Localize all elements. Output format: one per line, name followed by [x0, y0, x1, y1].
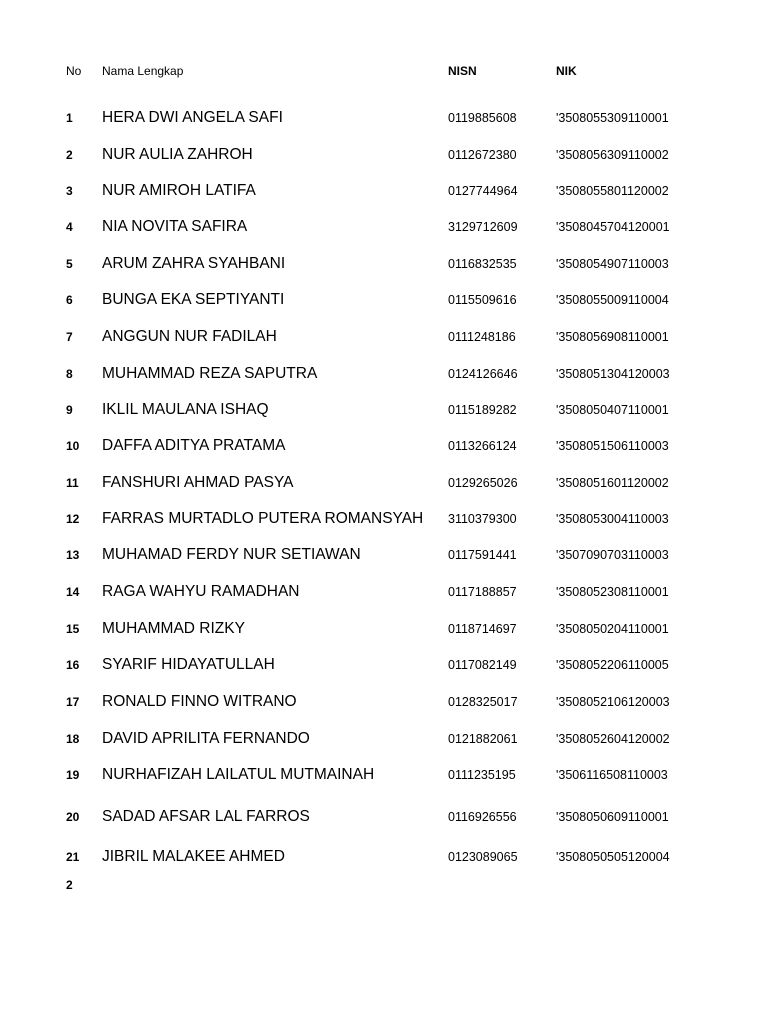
row-no: 18	[66, 732, 80, 746]
row-nisn: 0127744964	[448, 184, 518, 198]
table-row	[0, 544, 768, 566]
table-row	[0, 289, 768, 311]
row-name: MUHAMAD FERDY NUR SETIAWAN	[102, 546, 361, 563]
table-row	[0, 581, 768, 603]
table-row	[0, 326, 768, 348]
row-no: 9	[66, 403, 73, 417]
row-nik: '3508052106120003	[556, 695, 670, 709]
row-no: 4	[66, 220, 73, 234]
row-nik: '3508052206110005	[556, 658, 669, 672]
row-nik: '3508055801120002	[556, 184, 669, 198]
row-no: 3	[66, 184, 73, 198]
row-name: DAVID APRILITA FERNANDO	[102, 730, 310, 747]
row-no: 17	[66, 695, 80, 709]
row-no: 6	[66, 293, 73, 307]
row-no: 5	[66, 257, 73, 271]
row-nisn: 0121882061	[448, 732, 518, 746]
row-nik: '3508051506110003	[556, 439, 669, 453]
table-row	[0, 399, 768, 421]
row-nisn: 0117188857	[448, 585, 517, 599]
row-nisn: 0116926556	[448, 810, 517, 824]
table-row	[0, 363, 768, 385]
row-nisn: 0113266124	[448, 439, 517, 453]
table-row	[0, 180, 768, 202]
row-nisn: 0117082149	[448, 658, 517, 672]
row-name: RONALD FINNO WITRANO	[102, 693, 297, 710]
row-name: FANSHURI AHMAD PASYA	[102, 474, 294, 491]
row-nisn: 0124126646	[448, 367, 518, 381]
table-row	[0, 654, 768, 676]
row-name: NUR AMIROH LATIFA	[102, 182, 256, 199]
row-name: ARUM ZAHRA SYAHBANI	[102, 255, 286, 272]
table-row	[0, 764, 768, 786]
row-nisn: 0123089065	[448, 850, 518, 864]
row-name: SYARIF HIDAYATULLAH	[102, 656, 275, 673]
table-row	[0, 107, 768, 129]
row-nisn: 0119885608	[448, 111, 517, 125]
table-row	[0, 508, 768, 530]
row-name: JIBRIL MALAKEE AHMED	[102, 848, 285, 865]
page-number: 2	[66, 878, 73, 892]
row-nik: '3508051601120002	[556, 476, 669, 490]
row-nik: '3508054907110003	[556, 257, 669, 271]
row-nik: '3508045704120001	[556, 220, 670, 234]
row-no: 10	[66, 439, 80, 453]
row-nik: '3508056309110002	[556, 148, 669, 162]
row-nisn: 0117591441	[448, 548, 517, 562]
row-name: BUNGA EKA SEPTIYANTI	[102, 291, 285, 308]
row-nik: '3508055309110001	[556, 111, 669, 125]
row-nik: '3508055009110004	[556, 293, 669, 307]
row-name: FARRAS MURTADLO PUTERA ROMANSYAH	[102, 510, 424, 527]
row-name: HERA DWI ANGELA SAFI	[102, 109, 283, 126]
header-name: Nama Lengkap	[102, 64, 184, 78]
header-no: No	[66, 64, 82, 78]
row-nik: '3508056908110001	[556, 330, 669, 344]
row-nisn: 0116832535	[448, 257, 517, 271]
row-nisn: 0112672380	[448, 148, 517, 162]
row-no: 16	[66, 658, 80, 672]
row-name: SADAD AFSAR LAL FARROS	[102, 808, 310, 825]
row-no: 19	[66, 768, 80, 782]
row-name: NUR AULIA ZAHROH	[102, 146, 253, 163]
row-nik: '3508050407110001	[556, 403, 669, 417]
row-nisn: 3110379300	[448, 512, 517, 526]
table-row	[0, 728, 768, 750]
row-nik: '3508052308110001	[556, 585, 669, 599]
row-no: 7	[66, 330, 73, 344]
row-nik: '3506116508110003	[556, 768, 668, 782]
row-nik: '3508053004110003	[556, 512, 669, 526]
table-row	[0, 691, 768, 713]
row-name: MUHAMMAD RIZKY	[102, 620, 245, 637]
row-nisn: 0115189282	[448, 403, 517, 417]
row-nik: '3508052604120002	[556, 732, 670, 746]
row-nisn: 0111248186	[448, 330, 516, 344]
row-nisn: 0115509616	[448, 293, 517, 307]
row-nik: '3508051304120003	[556, 367, 670, 381]
row-no: 12	[66, 512, 80, 526]
row-no: 8	[66, 367, 73, 381]
table-row	[0, 618, 768, 640]
row-name: RAGA WAHYU RAMADHAN	[102, 583, 300, 600]
row-nik: '3508050204110001	[556, 622, 669, 636]
row-name: NURHAFIZAH LAILATUL MUTMAINAH	[102, 766, 375, 783]
table-row	[0, 846, 768, 868]
table-row	[0, 216, 768, 238]
row-no: 13	[66, 548, 80, 562]
table-row	[0, 253, 768, 275]
header-nik: NIK	[556, 64, 577, 78]
row-name: ANGGUN NUR FADILAH	[102, 328, 277, 345]
row-no: 1	[66, 111, 73, 125]
row-nisn: 0128325017	[448, 695, 518, 709]
table-row	[0, 472, 768, 494]
table-row	[0, 806, 768, 828]
row-nik: '3508050609110001	[556, 810, 669, 824]
row-name: IKLIL MAULANA ISHAQ	[102, 401, 269, 418]
row-no: 11	[66, 476, 79, 490]
row-nisn: 0111235195	[448, 768, 516, 782]
header-nisn: NISN	[448, 64, 477, 78]
row-nik: '3508050505120004	[556, 850, 670, 864]
row-nisn: 0118714697	[448, 622, 517, 636]
row-name: NIA NOVITA SAFIRA	[102, 218, 248, 235]
row-no: 15	[66, 622, 80, 636]
row-no: 20	[66, 810, 80, 824]
row-nik: '3507090703110003	[556, 548, 669, 562]
table-row	[0, 435, 768, 457]
table-row	[0, 144, 768, 166]
row-no: 2	[66, 148, 73, 162]
row-name: MUHAMMAD REZA SAPUTRA	[102, 365, 318, 382]
row-nisn: 0129265026	[448, 476, 518, 490]
row-no: 14	[66, 585, 80, 599]
row-no: 21	[66, 850, 80, 864]
row-nisn: 3129712609	[448, 220, 518, 234]
table-header	[0, 60, 768, 82]
row-name: DAFFA ADITYA PRATAMA	[102, 437, 286, 454]
